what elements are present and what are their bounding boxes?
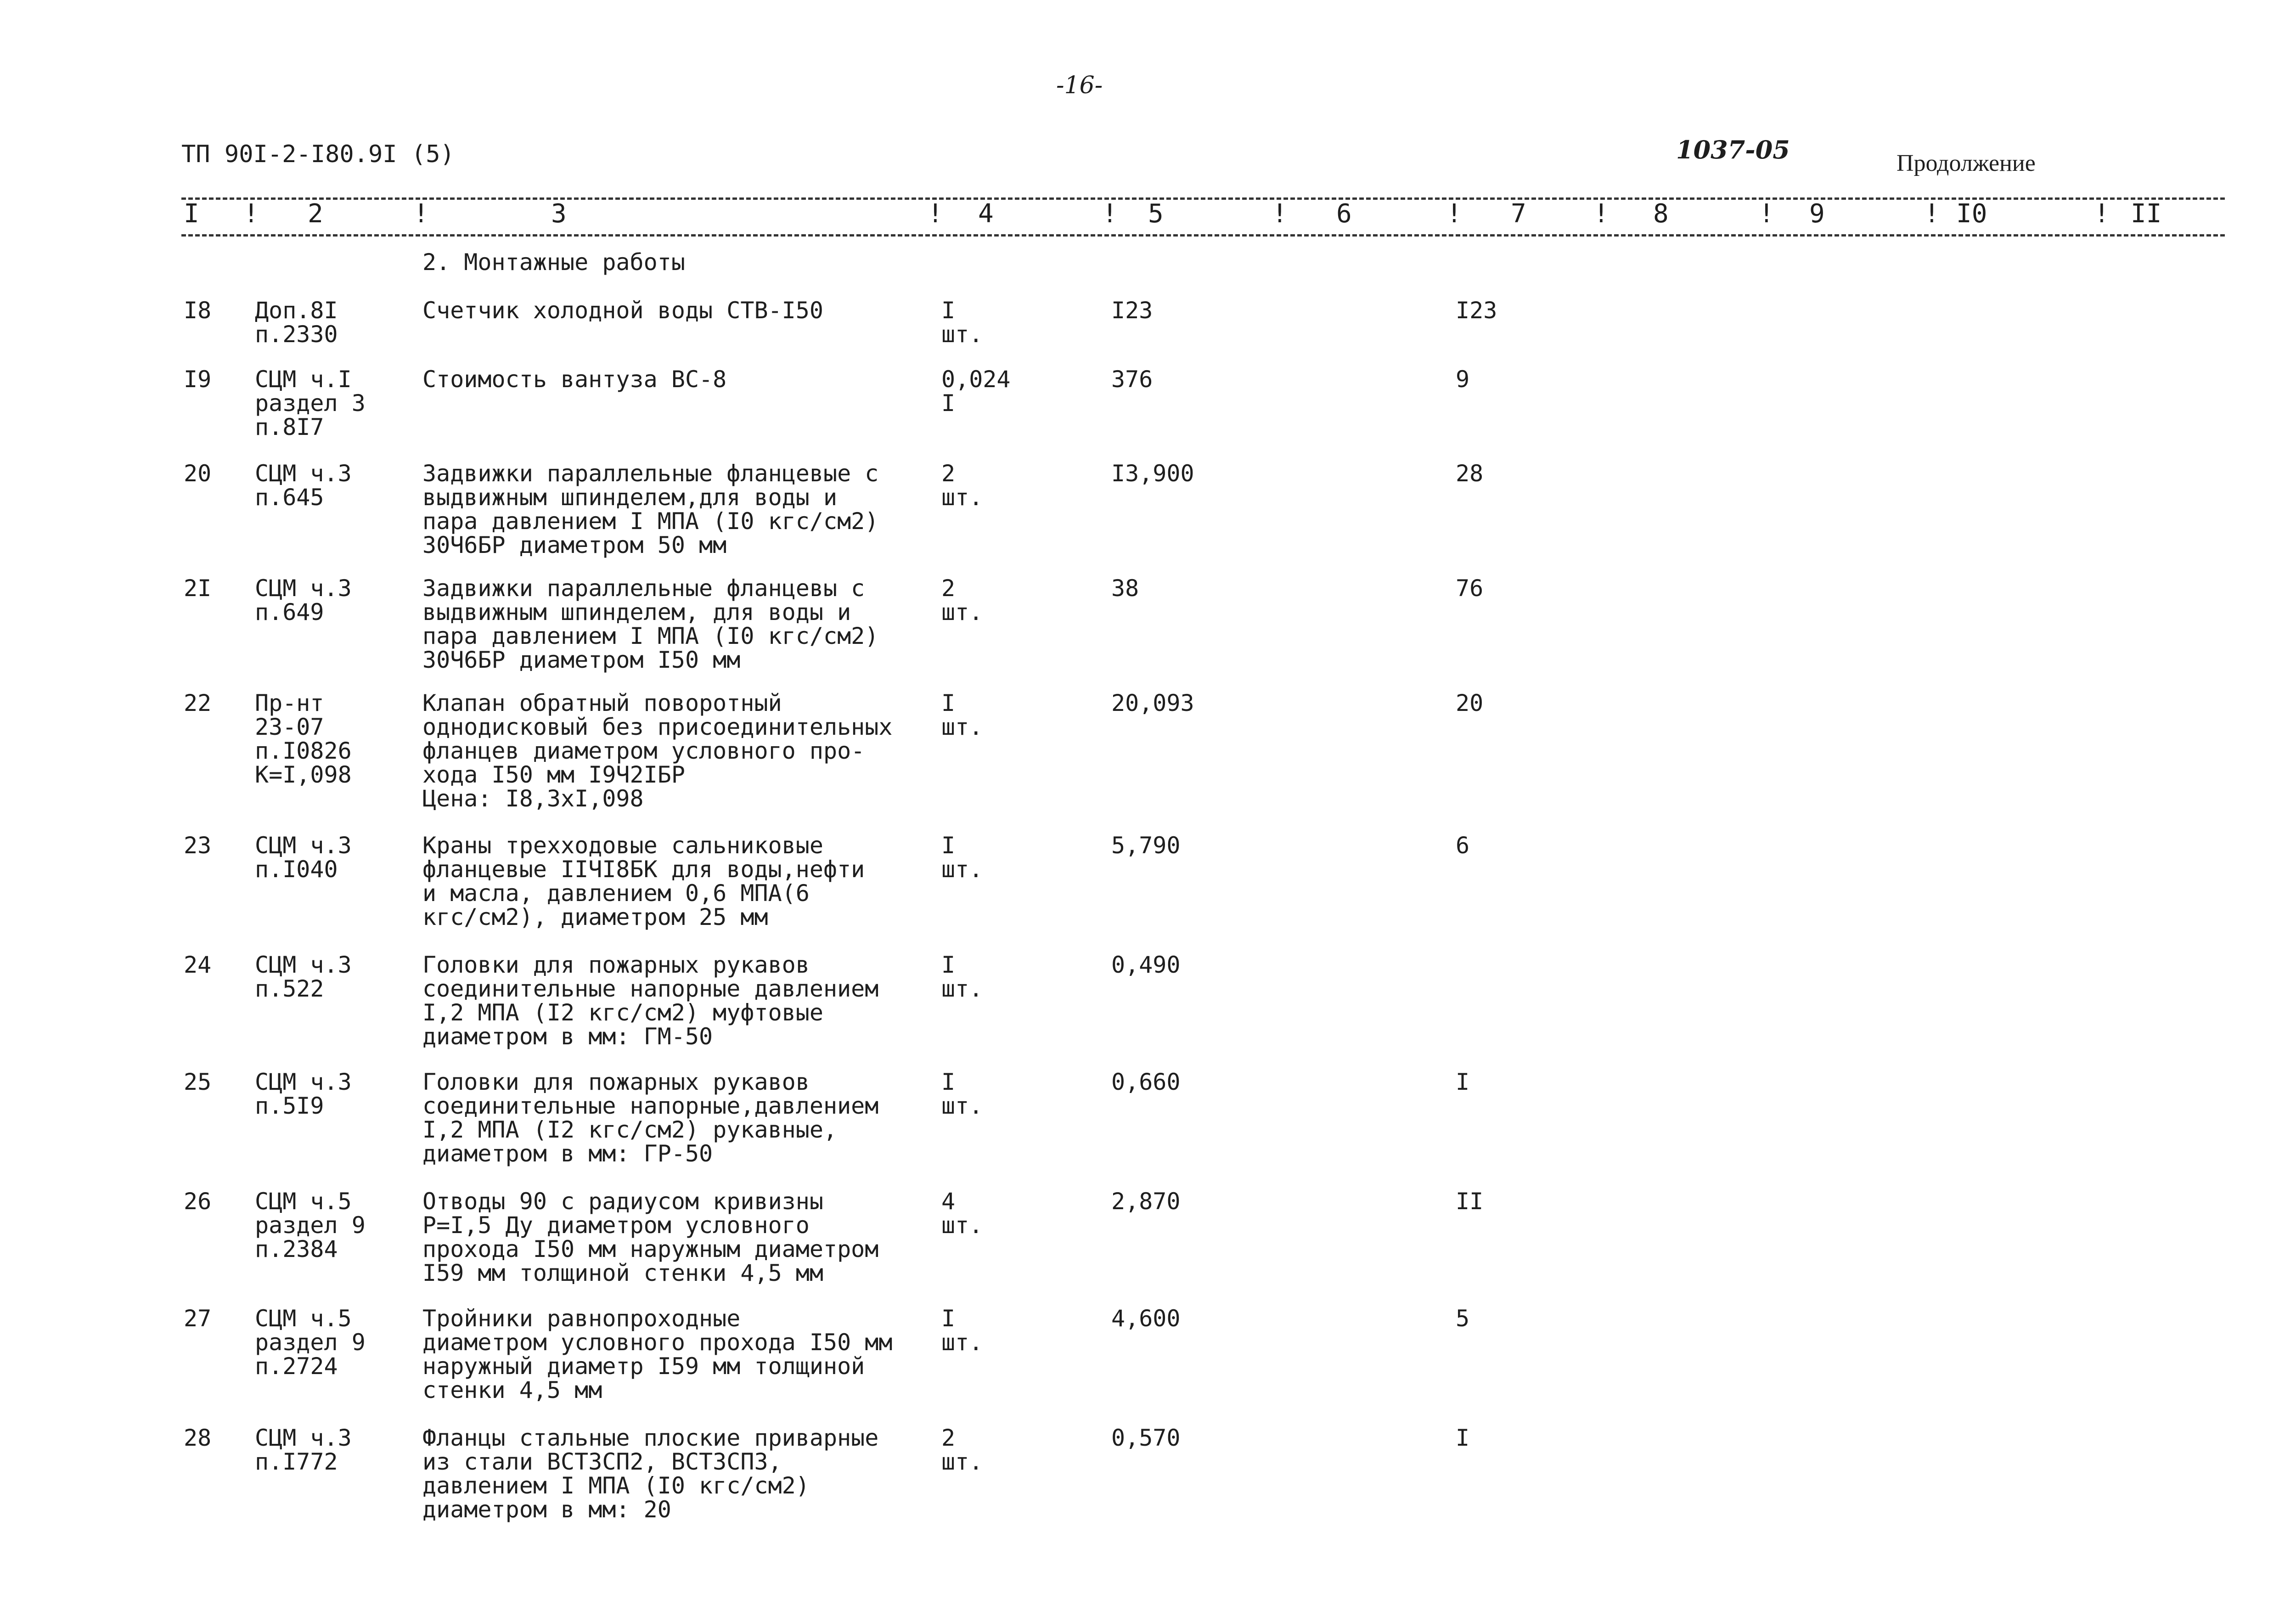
column-header: 9 xyxy=(1809,199,1825,229)
row-quantity: I шт. xyxy=(941,952,983,1002)
row-description: Краны трехходовые сальниковые фланцевые IIЧI8БК для воды,нефти и масла, давлением 0,6 МПА(6 кгс/см2), диаметром 25 мм xyxy=(422,832,865,930)
row-number: 28 xyxy=(184,1425,212,1451)
row-description: Фланцы стальные плоские приварные из стали ВСТ3СП2, ВСТ3СП3, давлением I МПА (I0 кгс/см2) диаметром в мм: 20 xyxy=(422,1425,879,1523)
row-number: 23 xyxy=(184,832,212,859)
row-number: I9 xyxy=(184,366,212,393)
column-header: II xyxy=(2131,199,2162,229)
row-number: 25 xyxy=(184,1069,212,1095)
row-unit-price: 5,790 xyxy=(1111,832,1181,859)
column-separator: ! xyxy=(243,199,259,229)
row-description: Головки для пожарных рукавов соединительные напорные,давлением I,2 МПА (I2 кгс/см2) рукавные, диаметром в мм: ГР-50 xyxy=(422,1069,879,1167)
row-description: Счетчик холодной воды СТВ-I50 xyxy=(422,297,823,324)
row-quantity: 0,024 I xyxy=(941,366,1011,417)
row-reference: СЦМ ч.5 раздел 9 п.2724 xyxy=(255,1305,366,1380)
column-separator: ! xyxy=(1924,199,1940,229)
row-unit-price: 0,490 xyxy=(1111,952,1181,978)
row-number: 2I xyxy=(184,575,212,602)
row-unit-price: 4,600 xyxy=(1111,1305,1181,1332)
row-total: 76 xyxy=(1456,575,1484,602)
page-number: -16- xyxy=(1056,72,1103,99)
row-reference: СЦМ ч.I раздел 3 п.8I7 xyxy=(255,366,366,440)
row-reference: СЦМ ч.3 п.I772 xyxy=(255,1425,352,1475)
column-header: 8 xyxy=(1653,199,1669,229)
row-quantity: I шт. xyxy=(941,1069,983,1119)
column-header: I0 xyxy=(1956,199,1987,229)
table-header-rule xyxy=(181,234,2225,237)
column-separator: ! xyxy=(413,199,429,229)
column-separator: ! xyxy=(928,199,943,229)
row-description: Головки для пожарных рукавов соединительные напорные давлением I,2 МПА (I2 кгс/см2) муфтовые диаметром в мм: ГМ-50 xyxy=(422,952,879,1050)
row-total: 20 xyxy=(1456,690,1484,716)
row-reference: Пр-нт 23-07 п.I0826 К=I,098 xyxy=(255,690,352,788)
row-number: I8 xyxy=(184,297,212,324)
row-total: 6 xyxy=(1456,832,1470,859)
row-reference: СЦМ ч.5 раздел 9 п.2384 xyxy=(255,1188,366,1262)
row-quantity: I шт. xyxy=(941,1305,983,1356)
row-unit-price: 20,093 xyxy=(1111,690,1194,716)
row-reference: СЦМ ч.3 п.645 xyxy=(255,460,352,511)
column-header: 7 xyxy=(1511,199,1526,229)
row-reference: СЦМ ч.3 п.I040 xyxy=(255,832,352,883)
column-separator: ! xyxy=(1102,199,1118,229)
column-header: 4 xyxy=(978,199,994,229)
column-header: I xyxy=(184,199,199,229)
row-unit-price: 376 xyxy=(1111,366,1153,393)
row-reference: СЦМ ч.3 п.5I9 xyxy=(255,1069,352,1119)
row-description: Тройники равнопроходные диаметром условного прохода I50 мм наружный диаметр I59 мм толщиной стенки 4,5 мм xyxy=(422,1305,893,1403)
row-description: Задвижки параллельные фланцевые с выдвижным шпинделем,для воды и пара давлением I МПА (I0 кгс/см2) 30Ч6БР диаметром 50 мм xyxy=(422,460,879,558)
row-quantity: I шт. xyxy=(941,297,983,348)
row-reference: СЦМ ч.3 п.522 xyxy=(255,952,352,1002)
column-separator: ! xyxy=(1593,199,1609,229)
row-number: 24 xyxy=(184,952,212,978)
row-quantity: 2 шт. xyxy=(941,575,983,625)
column-header: 2 xyxy=(308,199,323,229)
column-separator: ! xyxy=(2094,199,2110,229)
row-total: 5 xyxy=(1456,1305,1470,1332)
row-unit-price: 0,660 xyxy=(1111,1069,1181,1095)
row-description: Стоимость вантуза ВС-8 xyxy=(422,366,727,393)
continuation-label: Продолжение xyxy=(1896,150,2036,176)
row-reference: Доп.8I п.2330 xyxy=(255,297,338,348)
row-quantity: I шт. xyxy=(941,832,983,883)
column-separator: ! xyxy=(1272,199,1288,229)
row-total: 28 xyxy=(1456,460,1484,487)
column-header: 5 xyxy=(1148,199,1164,229)
row-quantity: 4 шт. xyxy=(941,1188,983,1239)
row-number: 26 xyxy=(184,1188,212,1215)
section-title: 2. Монтажные работы xyxy=(422,249,685,276)
row-unit-price: 2,870 xyxy=(1111,1188,1181,1215)
row-unit-price: 0,570 xyxy=(1111,1425,1181,1451)
row-description: Отводы 90 с радиусом кривизны Р=I,5 Ду диаметром условного прохода I50 мм наружным диаметром I59 мм толщиной стенки 4,5 мм xyxy=(422,1188,879,1286)
document-code: ТП 90I-2-I80.9I (5) xyxy=(181,141,455,168)
row-total: I xyxy=(1456,1425,1470,1451)
row-total: 9 xyxy=(1456,366,1470,393)
row-unit-price: I3,900 xyxy=(1111,460,1194,487)
row-number: 27 xyxy=(184,1305,212,1332)
column-separator: ! xyxy=(1759,199,1774,229)
row-reference: СЦМ ч.3 п.649 xyxy=(255,575,352,625)
row-unit-price: 38 xyxy=(1111,575,1139,602)
row-description: Задвижки параллельные фланцевы с выдвижным шпинделем, для воды и пара давлением I МПА (I0 кгс/см2) 30Ч6БР диаметром I50 мм xyxy=(422,575,879,673)
row-total: I xyxy=(1456,1069,1470,1095)
row-total: II xyxy=(1456,1188,1484,1215)
row-quantity: 2 шт. xyxy=(941,460,983,511)
column-header: 6 xyxy=(1336,199,1352,229)
row-total: I23 xyxy=(1456,297,1497,324)
row-number: 20 xyxy=(184,460,212,487)
row-quantity: 2 шт. xyxy=(941,1425,983,1475)
row-number: 22 xyxy=(184,690,212,716)
column-header: 3 xyxy=(551,199,567,229)
row-description: Клапан обратный поворотный однодисковый без присоединительных фланцев диаметром условного про- хода I50 мм I9Ч2IБР Цена: I8,3хI,098 xyxy=(422,690,893,812)
table-top-rule xyxy=(181,197,2225,200)
column-separator: ! xyxy=(1446,199,1462,229)
row-unit-price: I23 xyxy=(1111,297,1153,324)
row-quantity: I шт. xyxy=(941,690,983,740)
handwritten-note: 1037-05 xyxy=(1676,135,1790,164)
